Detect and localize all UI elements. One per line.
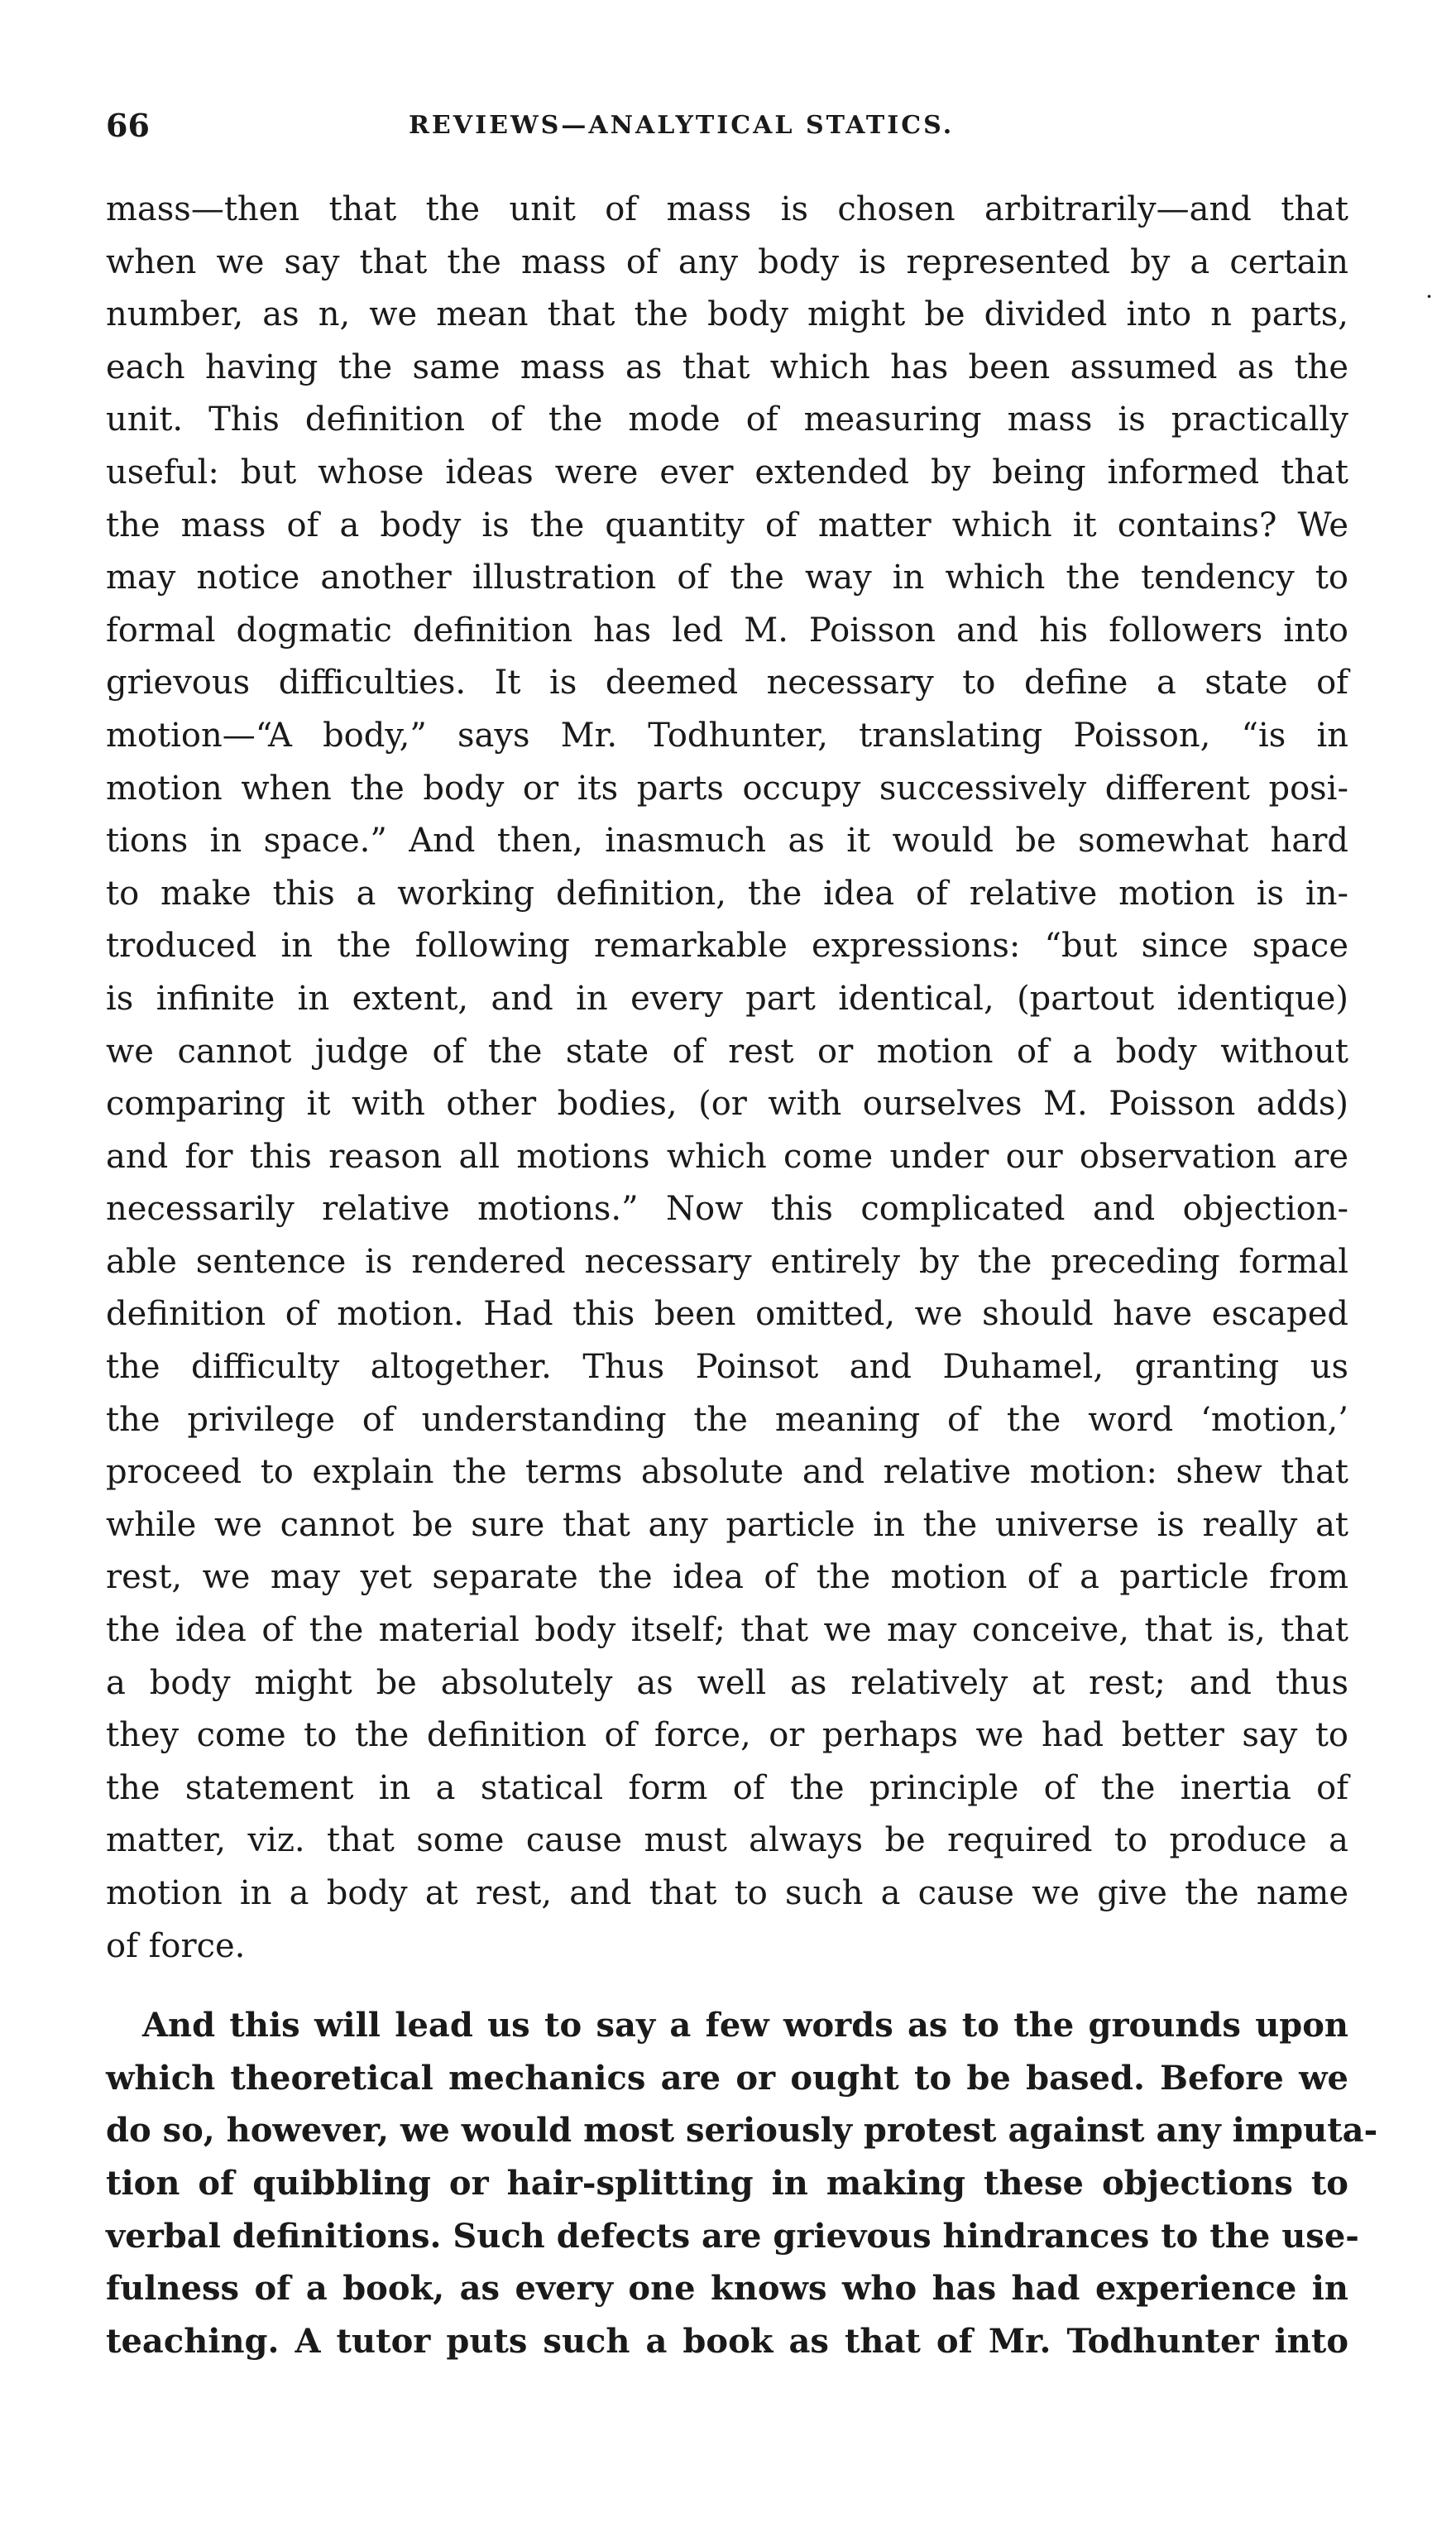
- text-line: may notice another illustration of the way in which the tendency to: [106, 559, 1348, 597]
- text-line: of force.: [106, 1926, 246, 1965]
- text-line: fulness of a book, as every one knows who has had experience in: [106, 2269, 1348, 2309]
- body-text: [106, 184, 1378, 2367]
- page-header: [106, 101, 1363, 151]
- text-line: we cannot judge of the state of rest or motion of a body without: [106, 1032, 1348, 1071]
- text-line: matter, viz. that some cause must always be required to produce a: [106, 1821, 1348, 1860]
- text-line: mass—then that the unit of mass is chosen arbitrarily—and that: [106, 190, 1348, 228]
- text-line: which theoretical mechanics are or ought to be based. Before we: [106, 2058, 1348, 2098]
- text-line: do so, however, we would most seriously protest against any imputa-: [106, 2111, 1378, 2151]
- text-line: a body might be absolutely as well as relatively at rest; and thus: [106, 1663, 1348, 1702]
- text-line: while we cannot be sure that any particle in the universe is really at: [106, 1505, 1348, 1544]
- text-line: unit. This definition of the mode of measuring mass is practically: [106, 400, 1348, 439]
- text-line: troduced in the following remarkable expressions: “but since space: [106, 927, 1348, 966]
- text-line: the privilege of understanding the meaning of the word ‘motion,’: [106, 1400, 1348, 1439]
- margin-dot: ·: [1425, 283, 1433, 310]
- text-line: definition of motion. Had this been omitted, we should have escaped: [106, 1295, 1348, 1334]
- text-line: useful: but whose ideas were ever extended by being informed that: [106, 453, 1348, 492]
- text-line: comparing it with other bodies, (or with ourselves M. Poisson adds): [106, 1085, 1348, 1124]
- text-line: teaching. A tutor puts such a book as that of Mr. Todhunter into: [106, 2321, 1348, 2361]
- text-line: motion in a body at rest, and that to such a cause we give the name: [106, 1874, 1348, 1912]
- text-line: rest, we may yet separate the idea of the motion of a particle from: [106, 1558, 1348, 1597]
- paragraph-1: [106, 184, 1348, 1973]
- text-line: number, as n, we mean that the body might be divided into n parts,: [106, 295, 1348, 334]
- text-line: tion of quibbling or hair-splitting in making these objections to: [106, 2163, 1348, 2203]
- text-line: the mass of a body is the quantity of matter which it contains? We: [106, 506, 1348, 544]
- text-line: the idea of the material body itself; that we may conceive, that is, that: [106, 1611, 1348, 1650]
- text-line: and for this reason all motions which come under our observation are: [106, 1137, 1348, 1176]
- text-line: they come to the definition of force, or perhaps we had better say to: [106, 1716, 1348, 1755]
- text-line: when we say that the mass of any body is represented by a certain: [106, 242, 1348, 281]
- running-head: REVIEWS—ANALYTICAL STATICS.: [409, 111, 955, 140]
- text-line: the statement in a statical form of the principle of the inertia of: [106, 1768, 1348, 1807]
- text-line: formal dogmatic definition has led M. Poisson and his followers into: [106, 611, 1348, 650]
- text-line: tions in space.” And then, inasmuch as it would be somewhat hard: [106, 822, 1348, 861]
- text-line: And this will lead us to say a few words as to the grounds upon: [142, 2006, 1348, 2045]
- text-line: each having the same mass as that which has been assumed as the: [106, 348, 1348, 386]
- text-line: verbal definitions. Such defects are grievous hindrances to the use-: [106, 2216, 1359, 2256]
- text-line: motion when the body or its parts occupy successively different posi-: [106, 769, 1348, 808]
- text-line: grievous difficulties. It is deemed necessary to define a state of: [106, 664, 1348, 703]
- text-line: is infinite in extent, and in every part identical, (partout identique): [106, 979, 1348, 1018]
- page-number: 66: [106, 107, 150, 144]
- text-line: proceed to explain the terms absolute and relative motion: shew that: [106, 1453, 1348, 1492]
- text-line: to make this a working definition, the idea of relative motion is in-: [106, 874, 1348, 913]
- paragraph-2: [106, 1999, 1378, 2367]
- text-line: motion—“A body,” says Mr. Todhunter, translating Poisson, “is in: [106, 716, 1348, 755]
- text-line: able sentence is rendered necessary entirely by the preceding formal: [106, 1242, 1348, 1281]
- text-line: the difficulty altogether. Thus Poinsot and Duhamel, granting us: [106, 1348, 1348, 1387]
- text-line: necessarily relative motions.” Now this complicated and objection-: [106, 1190, 1348, 1229]
